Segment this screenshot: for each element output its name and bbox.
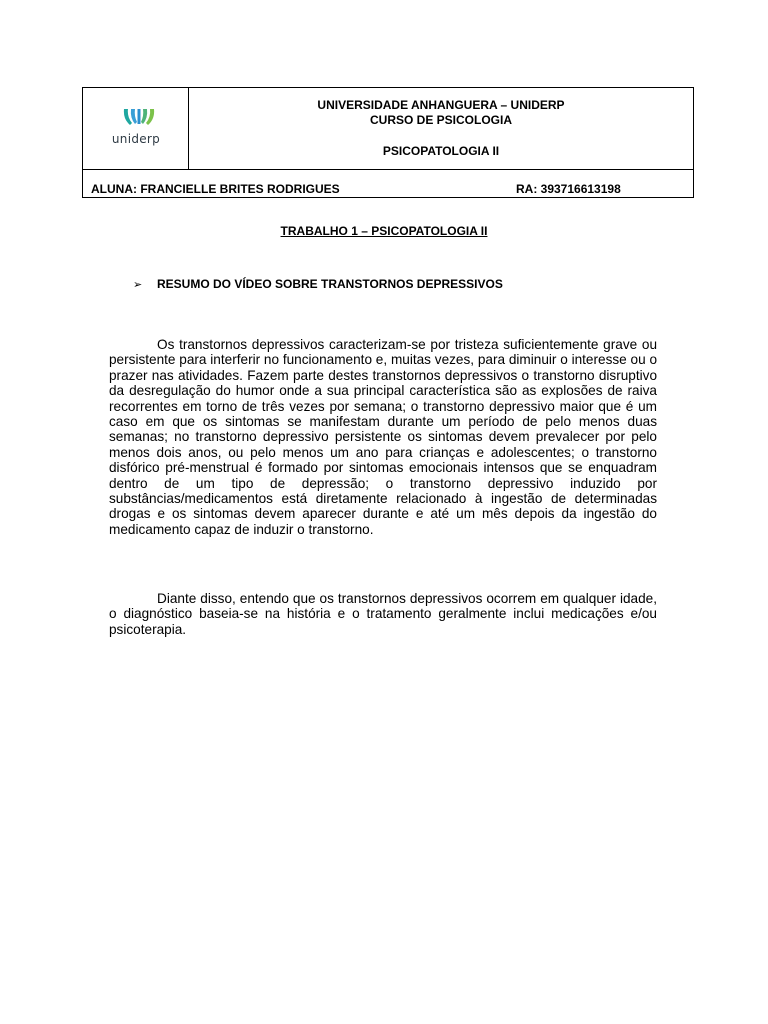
- arrow-bullet-icon: ➢: [133, 279, 143, 291]
- student-info-row: [83, 169, 693, 197]
- header-table: [82, 87, 694, 198]
- discipline-name: PSICOPATOLOGIA II: [382, 144, 500, 158]
- section-heading-text: RESUMO DO VÍDEO SOBRE TRANSTORNOS DEPRESSIVOS: [157, 277, 503, 291]
- student-name: ALUNA: FRANCIELLE BRITES RODRIGUES: [91, 182, 340, 196]
- work-title: TRABALHO 1 – PSICOPATOLOGIA II: [280, 224, 488, 238]
- paragraph-2: [109, 591, 657, 637]
- paragraph-text: Os transtornos depressivos caracterizam-se por tristeza suficientemente grave ou persistente para interferir no funcionamento e, muitas vezes, para diminuir o interesse ou o prazer nas atividades. Fazem parte destes transtornos depressivos o transtorno disruptivo da desregulação do humor onde a sua principal característica são as explosões de raiva recorrentes em torno de três vezes por semana; o transtorno depressivo maior que é um caso em que os sintomas se manifestam durante um período de pelo menos duas semanas; no transtorno depressivo persistente os sintomas devem prevalecer por pelo menos dois anos, ou pelo menos um ano para crianças e adolescentes; o transtorno disfórico pré-menstrual é formado por sintomas emocionais intensos que se enquadram dentro de um tipo de depressão; o transtorno depressivo induzido por substâncias/medicamentos está diretamente relacionado à ingestão de determinadas drogas e os sintomas devem aparecer durante e até um mês depois da ingestão do medicamento capaz de induzir o transtorno.: [109, 337, 657, 537]
- uniderp-logo-icon: [121, 107, 157, 127]
- student-ra: RA: 393716613198: [516, 182, 621, 196]
- section-heading: [133, 277, 503, 291]
- logo-text: uniderp: [111, 132, 161, 146]
- paragraph-1: [109, 337, 657, 537]
- university-name: UNIVERSIDADE ANHANGUERA – UNIDERP: [317, 98, 565, 112]
- course-name: CURSO DE PSICOLOGIA: [369, 113, 512, 127]
- institution-title-cell: [189, 88, 693, 169]
- paragraph-text: Diante disso, entendo que os transtornos depressivos ocorrem em qualquer idade, o diagnóstico baseia-se na história e o tratamento geralmente inclui medicações e/ou psicoterapia.: [109, 591, 657, 637]
- logo-cell: [83, 88, 189, 169]
